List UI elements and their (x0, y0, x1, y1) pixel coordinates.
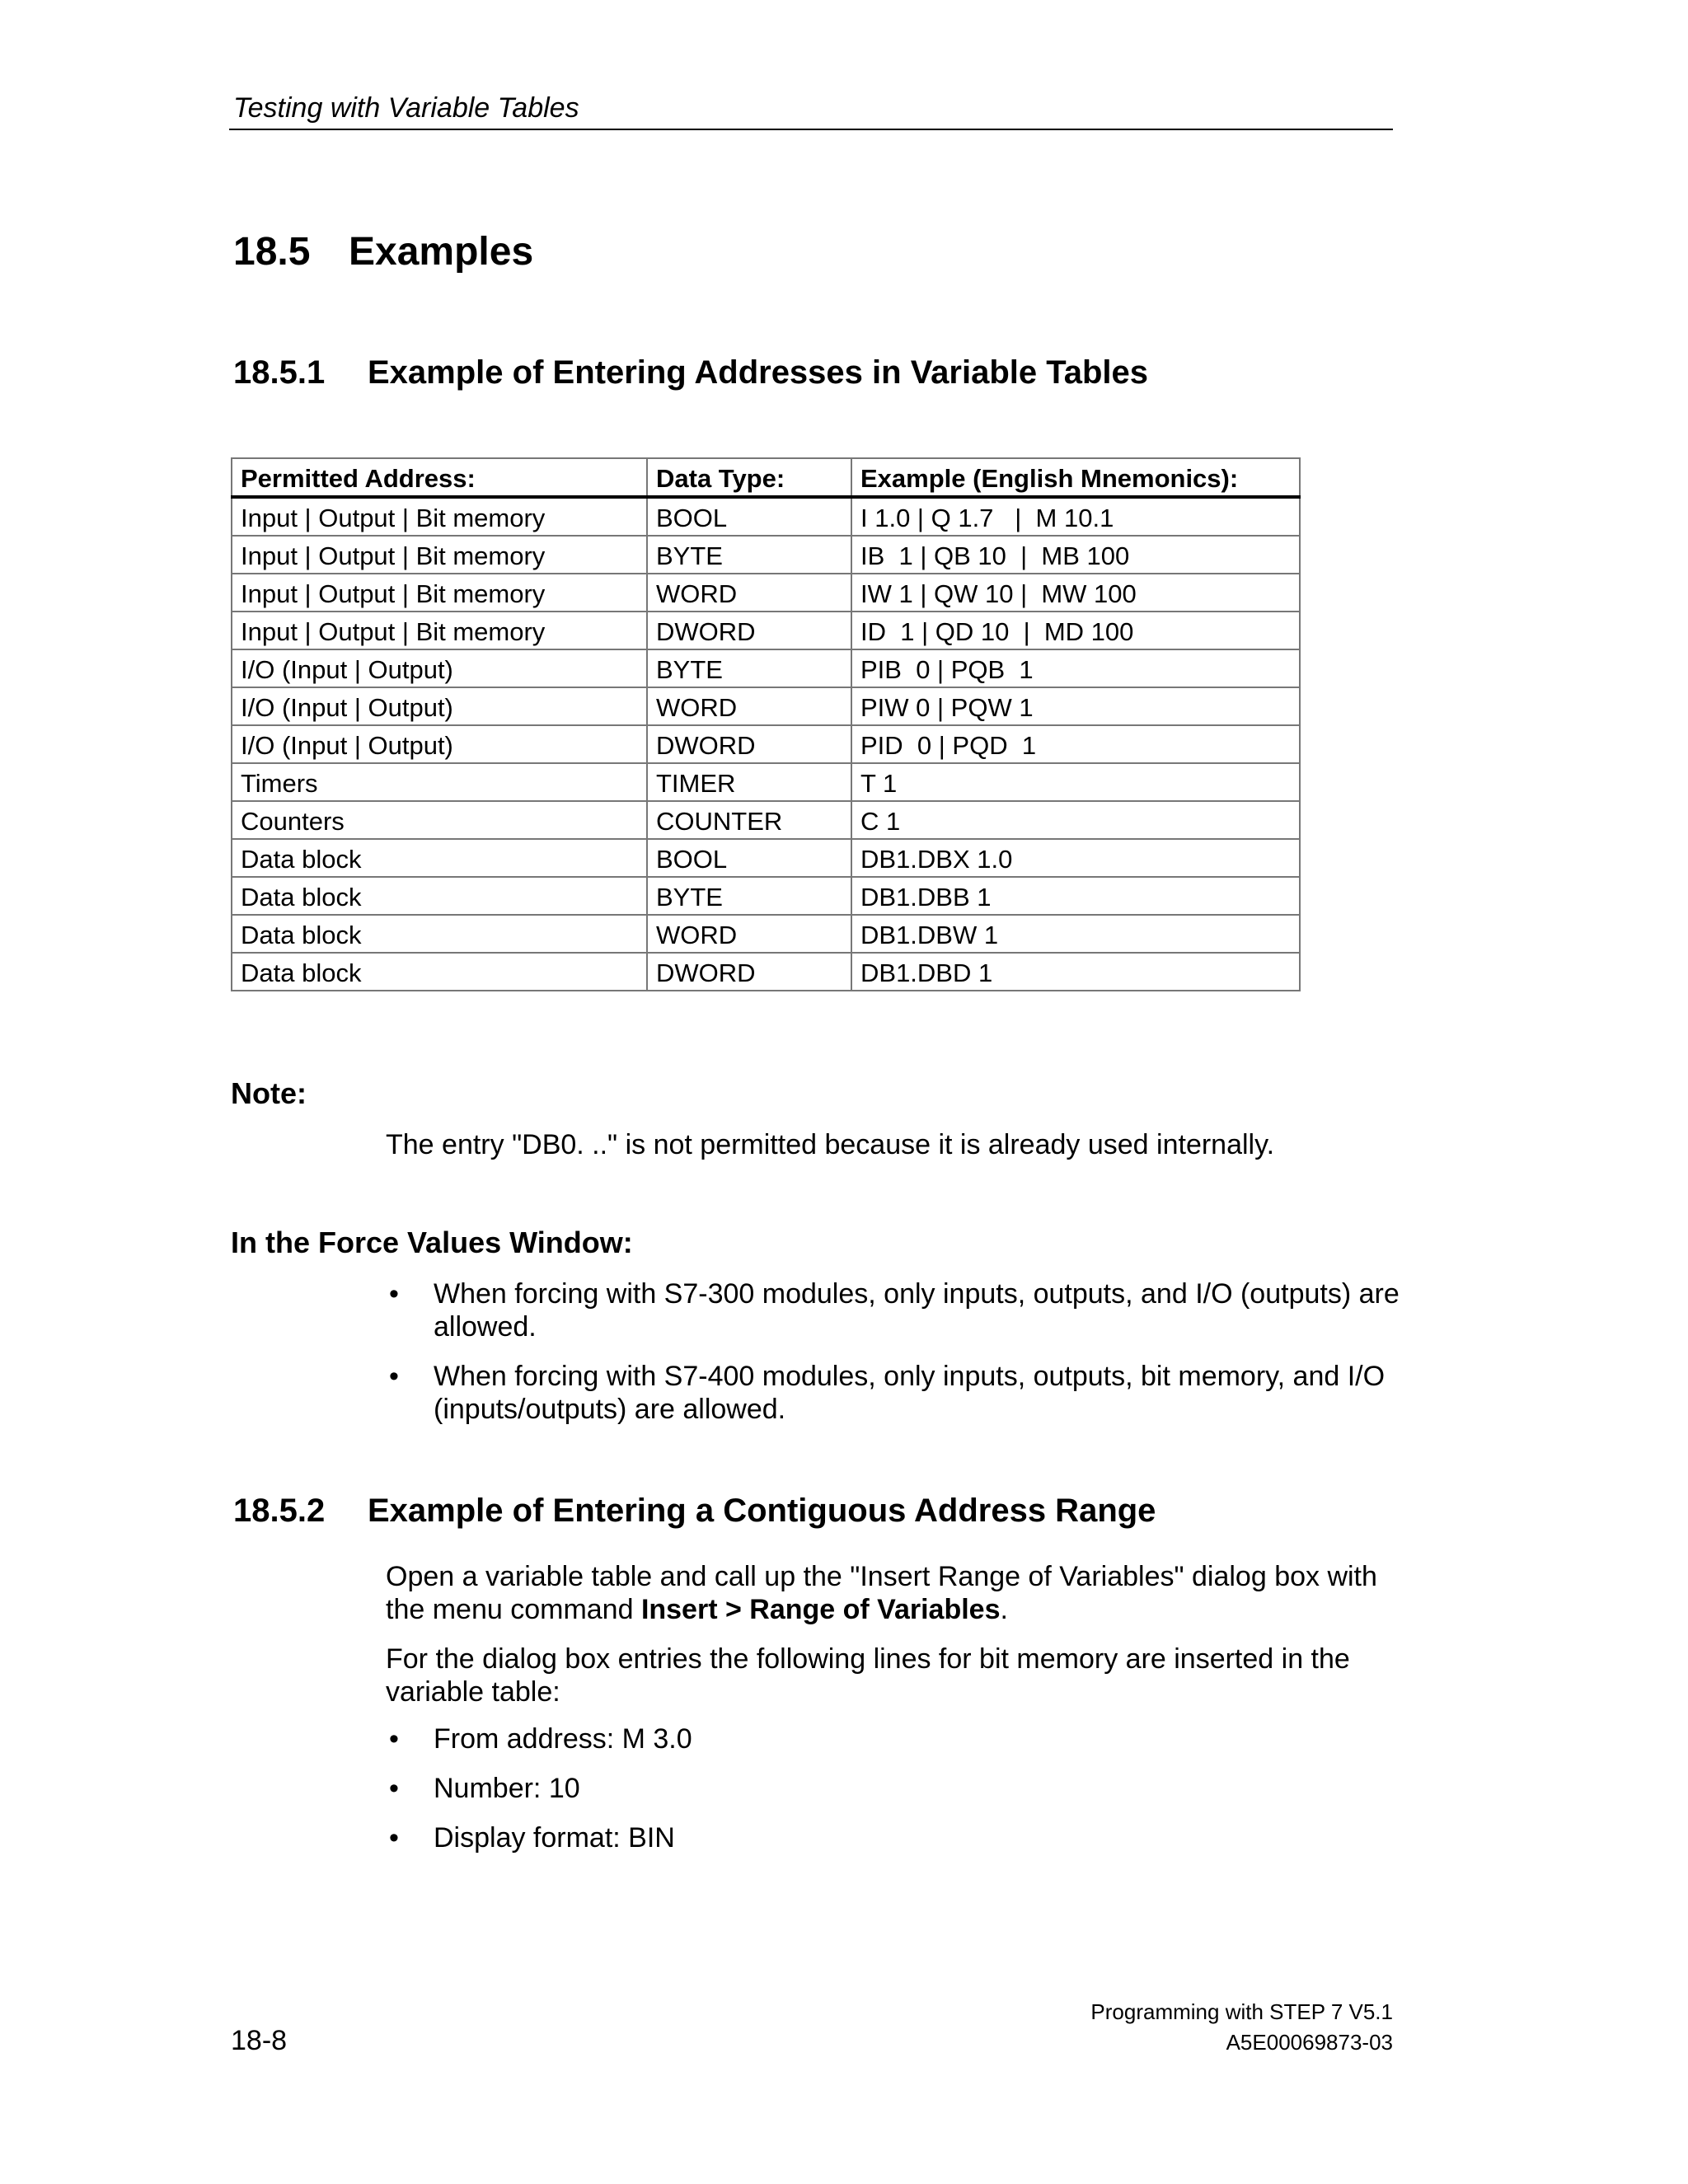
table-row (232, 801, 1300, 839)
subsection-number-1: 18.5.1 (233, 354, 326, 391)
cell-example: PIW 0 | PQW 1 (851, 687, 1300, 725)
footer-book-title: Programming with STEP 7 V5.1 (1090, 1999, 1393, 2024)
table-header-row (232, 458, 1300, 497)
subsection-number-2: 18.5.2 (233, 1493, 326, 1529)
table-row (232, 649, 1300, 687)
column-header-type: Data Type: (647, 458, 851, 497)
table-row (232, 687, 1300, 725)
note-heading: Note: (231, 1076, 307, 1110)
column-header-example: Example (English Mnemonics): (851, 458, 1300, 497)
cell-example: T 1 (851, 763, 1300, 801)
address-table (231, 457, 1301, 991)
section-title: Examples (349, 230, 534, 274)
cell-address: Data block (232, 839, 647, 877)
para1-end: . (1000, 1594, 1008, 1625)
table-row (232, 877, 1300, 915)
subsection-title-1: Example of Entering Addresses in Variable Tables (368, 354, 1148, 391)
cell-data-type: DWORD (647, 725, 851, 763)
note-text: The entry "DB0. .." is not permitted because it is already used internally. (386, 1129, 1275, 1160)
bullet-icon: • (389, 1773, 399, 1804)
cell-example: DB1.DBB 1 (851, 877, 1300, 915)
page-number: 18-8 (231, 2025, 288, 2056)
cell-data-type: BYTE (647, 877, 851, 915)
cell-example: PID 0 | PQD 1 (851, 725, 1300, 763)
bullet-text: When forcing with S7-400 modules, only inputs, outputs, bit memory, and I/O (inputs/outputs) are allowed. (434, 1361, 1386, 1425)
section-heading (233, 229, 533, 274)
header-rule (229, 129, 1393, 130)
table-row (232, 725, 1300, 763)
table-row (232, 953, 1300, 991)
cell-address: Input | Output | Bit memory (232, 497, 647, 536)
footer-doc-id: A5E00069873-03 (1226, 2030, 1393, 2055)
table-row (232, 497, 1300, 536)
cell-data-type: COUNTER (647, 801, 851, 839)
bullet-text: Number: 10 (434, 1773, 580, 1804)
cell-data-type: BOOL (647, 497, 851, 536)
para1-text: Open a variable table and call up the "Insert Range of Variables" dialog box with the menu command (386, 1561, 1377, 1625)
range-paragraph-1 (386, 1560, 1400, 1626)
cell-example: IB 1 | QB 10 | MB 100 (851, 536, 1300, 574)
cell-example: IW 1 | QW 10 | MW 100 (851, 574, 1300, 612)
cell-data-type: BYTE (647, 536, 851, 574)
table-row (232, 839, 1300, 877)
cell-example: I 1.0 | Q 1.7 | M 10.1 (851, 497, 1300, 536)
cell-data-type: BOOL (647, 839, 851, 877)
cell-example: ID 1 | QD 10 | MD 100 (851, 612, 1300, 649)
cell-address: Input | Output | Bit memory (232, 612, 647, 649)
cell-address: Data block (232, 953, 647, 991)
list-item (386, 1360, 1400, 1426)
table-row (232, 536, 1300, 574)
cell-data-type: WORD (647, 915, 851, 953)
bullet-icon: • (389, 1723, 399, 1755)
table-body (232, 497, 1300, 991)
table-row (232, 574, 1300, 612)
subsection-heading-2 (233, 1493, 1156, 1530)
subsection-title-2: Example of Entering a Contiguous Address Range (368, 1493, 1156, 1529)
cell-address: Data block (232, 877, 647, 915)
section-number: 18.5 (233, 230, 311, 274)
cell-data-type: BYTE (647, 649, 851, 687)
cell-example: DB1.DBW 1 (851, 915, 1300, 953)
cell-address: I/O (Input | Output) (232, 725, 647, 763)
menu-command: Insert > Range of Variables (640, 1594, 1001, 1625)
cell-address: I/O (Input | Output) (232, 649, 647, 687)
bullet-icon: • (389, 1278, 399, 1310)
cell-data-type: WORD (647, 574, 851, 612)
table-row (232, 915, 1300, 953)
cell-example: DB1.DBX 1.0 (851, 839, 1300, 877)
column-header-address: Permitted Address: (232, 458, 647, 497)
bullet-text: When forcing with S7-300 modules, only inputs, outputs, and I/O (outputs) are allowed. (434, 1278, 1400, 1343)
cell-address: Data block (232, 915, 647, 953)
list-item (386, 1722, 1400, 1755)
bullet-icon: • (389, 1361, 399, 1392)
table-row (232, 612, 1300, 649)
cell-address: Input | Output | Bit memory (232, 536, 647, 574)
cell-address: I/O (Input | Output) (232, 687, 647, 725)
bullet-text: Display format: BIN (434, 1822, 675, 1854)
cell-example: PIB 0 | PQB 1 (851, 649, 1300, 687)
range-settings-list (386, 1722, 1400, 1871)
range-paragraph-2: For the dialog box entries the following lines for bit memory are inserted in the variable table: (386, 1643, 1350, 1708)
cell-address: Input | Output | Bit memory (232, 574, 647, 612)
cell-data-type: TIMER (647, 763, 851, 801)
cell-data-type: WORD (647, 687, 851, 725)
table-row (232, 763, 1300, 801)
cell-data-type: DWORD (647, 953, 851, 991)
cell-example: C 1 (851, 801, 1300, 839)
cell-address: Counters (232, 801, 647, 839)
force-values-heading: In the Force Values Window: (231, 1226, 633, 1259)
list-item (386, 1821, 1400, 1854)
list-item (386, 1277, 1400, 1343)
cell-address: Timers (232, 763, 647, 801)
subsection-heading-1 (233, 354, 1148, 391)
list-item (386, 1772, 1400, 1805)
cell-data-type: DWORD (647, 612, 851, 649)
bullet-text: From address: M 3.0 (434, 1723, 692, 1755)
force-values-list (386, 1277, 1400, 1442)
running-header: Testing with Variable Tables (233, 92, 579, 124)
cell-example: DB1.DBD 1 (851, 953, 1300, 991)
bullet-icon: • (389, 1822, 399, 1854)
